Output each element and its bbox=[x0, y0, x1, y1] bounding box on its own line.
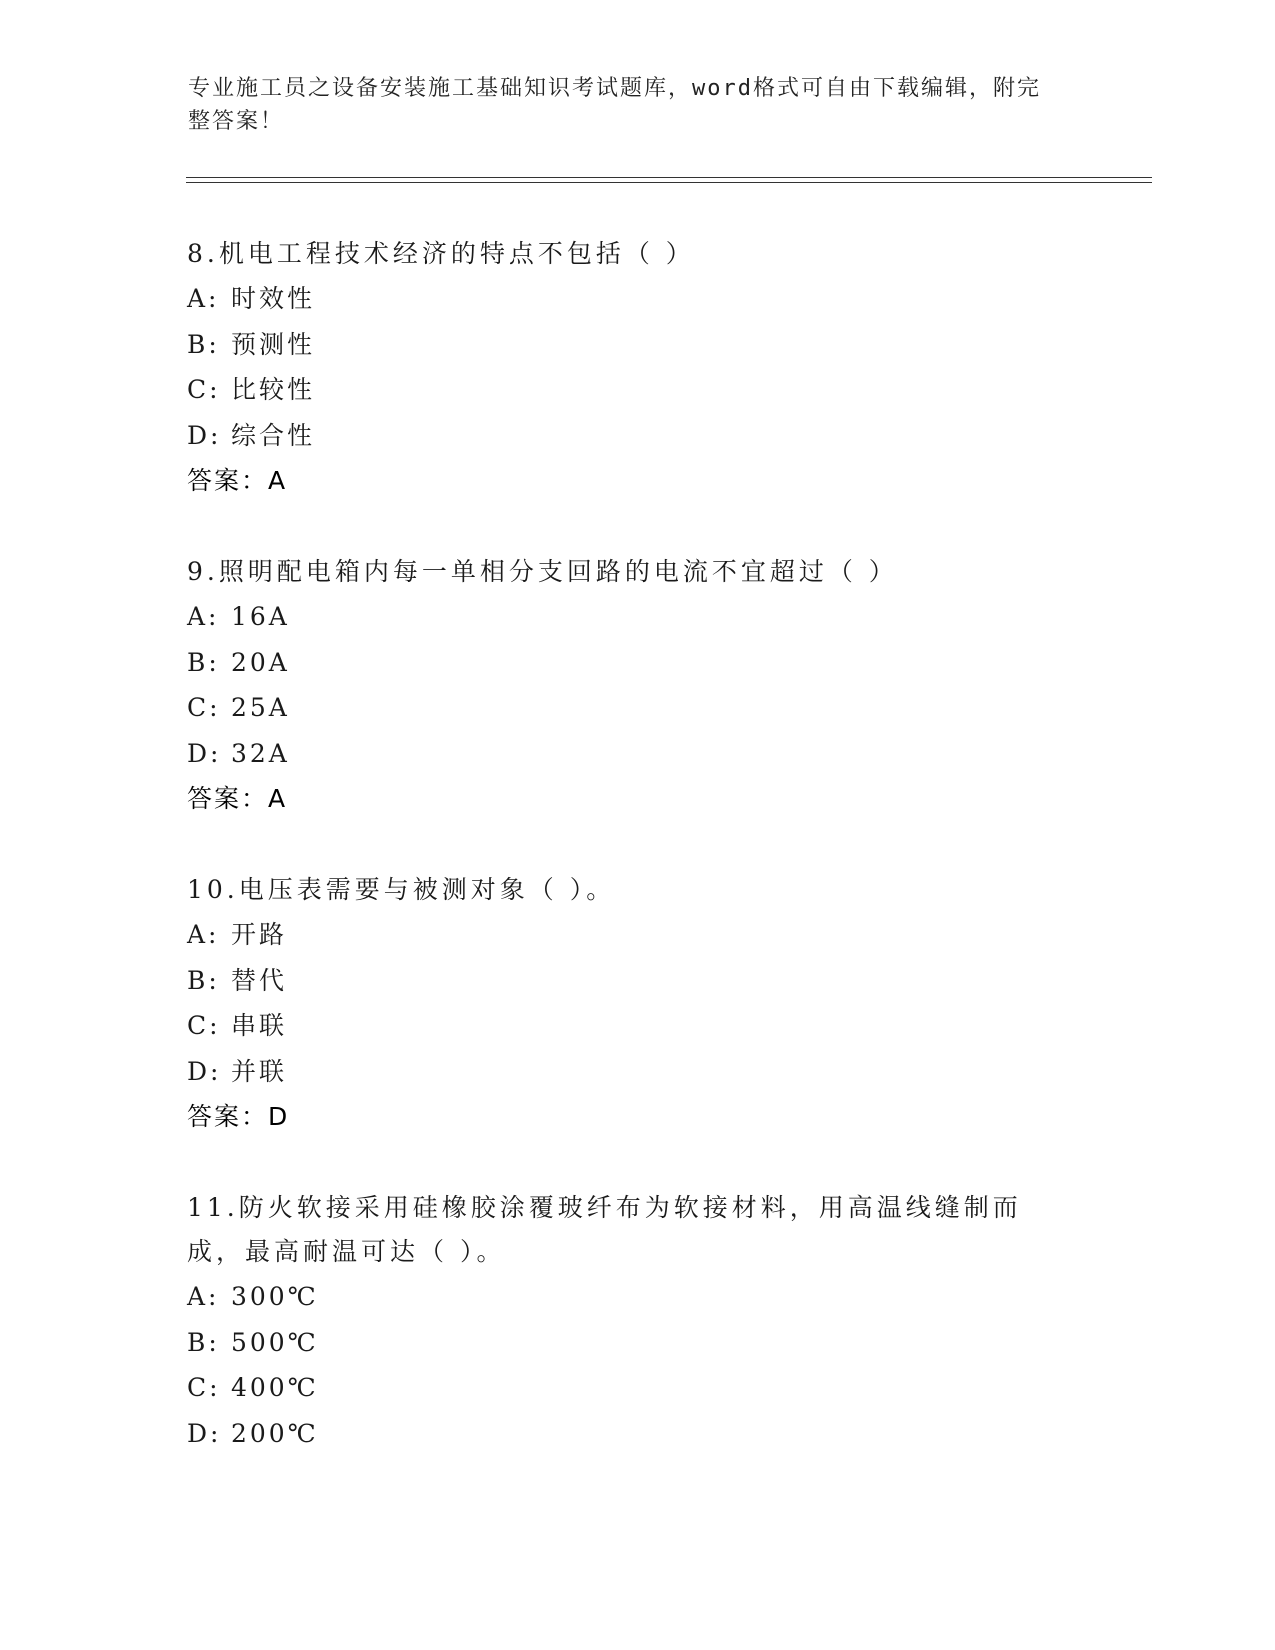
question-stem: 8.机电工程技术经济的特点不包括（ ） bbox=[187, 239, 695, 268]
option-label: D: bbox=[187, 1056, 222, 1086]
question-10 bbox=[187, 868, 1087, 1139]
option-text: 开路 bbox=[231, 920, 288, 949]
option-a bbox=[187, 276, 1087, 322]
option-text: 25A bbox=[231, 693, 290, 722]
option-d bbox=[187, 1411, 1067, 1457]
header-line-2: 整答案！ bbox=[188, 109, 285, 134]
option-b bbox=[187, 958, 1087, 1004]
option-text: 替代 bbox=[231, 965, 288, 995]
option-text: 预测性 bbox=[231, 329, 316, 359]
option-label: D: bbox=[187, 1418, 222, 1448]
option-text: 比较性 bbox=[231, 375, 316, 404]
option-label: C: bbox=[187, 693, 221, 722]
document-header bbox=[188, 72, 1068, 138]
option-label: D: bbox=[187, 738, 222, 768]
header-line-1: 专业施工员之设备安装施工基础知识考试题库，word格式可自由下载编辑，附完 bbox=[188, 76, 1041, 101]
option-c bbox=[187, 1003, 1087, 1049]
option-label: C: bbox=[187, 1011, 221, 1040]
header-divider-top bbox=[186, 177, 1152, 178]
option-d bbox=[187, 413, 1087, 459]
option-text: 300℃ bbox=[231, 1282, 319, 1311]
option-label: A: bbox=[187, 284, 220, 313]
option-text: 400℃ bbox=[231, 1373, 319, 1402]
option-text: 20A bbox=[231, 647, 290, 677]
option-text: 时效性 bbox=[231, 284, 316, 313]
option-text: 32A bbox=[231, 738, 290, 768]
option-c bbox=[187, 685, 1087, 731]
question-stem: 9.照明配电箱内每一单相分支回路的电流不宜超过（ ） bbox=[187, 557, 898, 586]
question-stem: 10.电压表需要与被测对象（ ）。 bbox=[187, 875, 616, 904]
header-divider-bottom bbox=[186, 182, 1152, 183]
question-stem: 11.防火软接采用硅橡胶涂覆玻纤布为软接材料，用高温线缝制而成，最高耐温可达（ ）。 bbox=[187, 1193, 1022, 1266]
option-label: A: bbox=[187, 602, 220, 631]
option-label: B: bbox=[187, 1327, 220, 1357]
option-c bbox=[187, 367, 1087, 413]
option-label: B: bbox=[187, 329, 220, 359]
option-a bbox=[187, 594, 1087, 640]
option-text: 串联 bbox=[231, 1011, 288, 1040]
option-text: 综合性 bbox=[231, 420, 316, 450]
question-9 bbox=[187, 550, 1087, 821]
option-a bbox=[187, 912, 1087, 958]
option-text: 500℃ bbox=[231, 1327, 319, 1357]
option-text: 200℃ bbox=[231, 1418, 319, 1448]
option-c bbox=[187, 1365, 1067, 1411]
option-b bbox=[187, 1320, 1067, 1366]
answer: 答案：A bbox=[187, 466, 288, 495]
option-text: 并联 bbox=[231, 1056, 288, 1086]
option-text: 16A bbox=[231, 602, 290, 631]
answer: 答案：D bbox=[187, 1102, 290, 1131]
answer: 答案：A bbox=[187, 784, 288, 813]
option-label: C: bbox=[187, 375, 221, 404]
option-b bbox=[187, 322, 1087, 368]
option-a bbox=[187, 1274, 1067, 1320]
option-label: A: bbox=[187, 920, 220, 949]
option-label: B: bbox=[187, 647, 220, 677]
option-label: C: bbox=[187, 1373, 221, 1402]
question-8 bbox=[187, 232, 1087, 503]
option-b bbox=[187, 640, 1087, 686]
option-label: B: bbox=[187, 965, 220, 995]
option-label: D: bbox=[187, 420, 222, 450]
option-label: A: bbox=[187, 1282, 220, 1311]
option-d bbox=[187, 1049, 1087, 1095]
option-d bbox=[187, 731, 1087, 777]
question-11 bbox=[187, 1186, 1067, 1456]
